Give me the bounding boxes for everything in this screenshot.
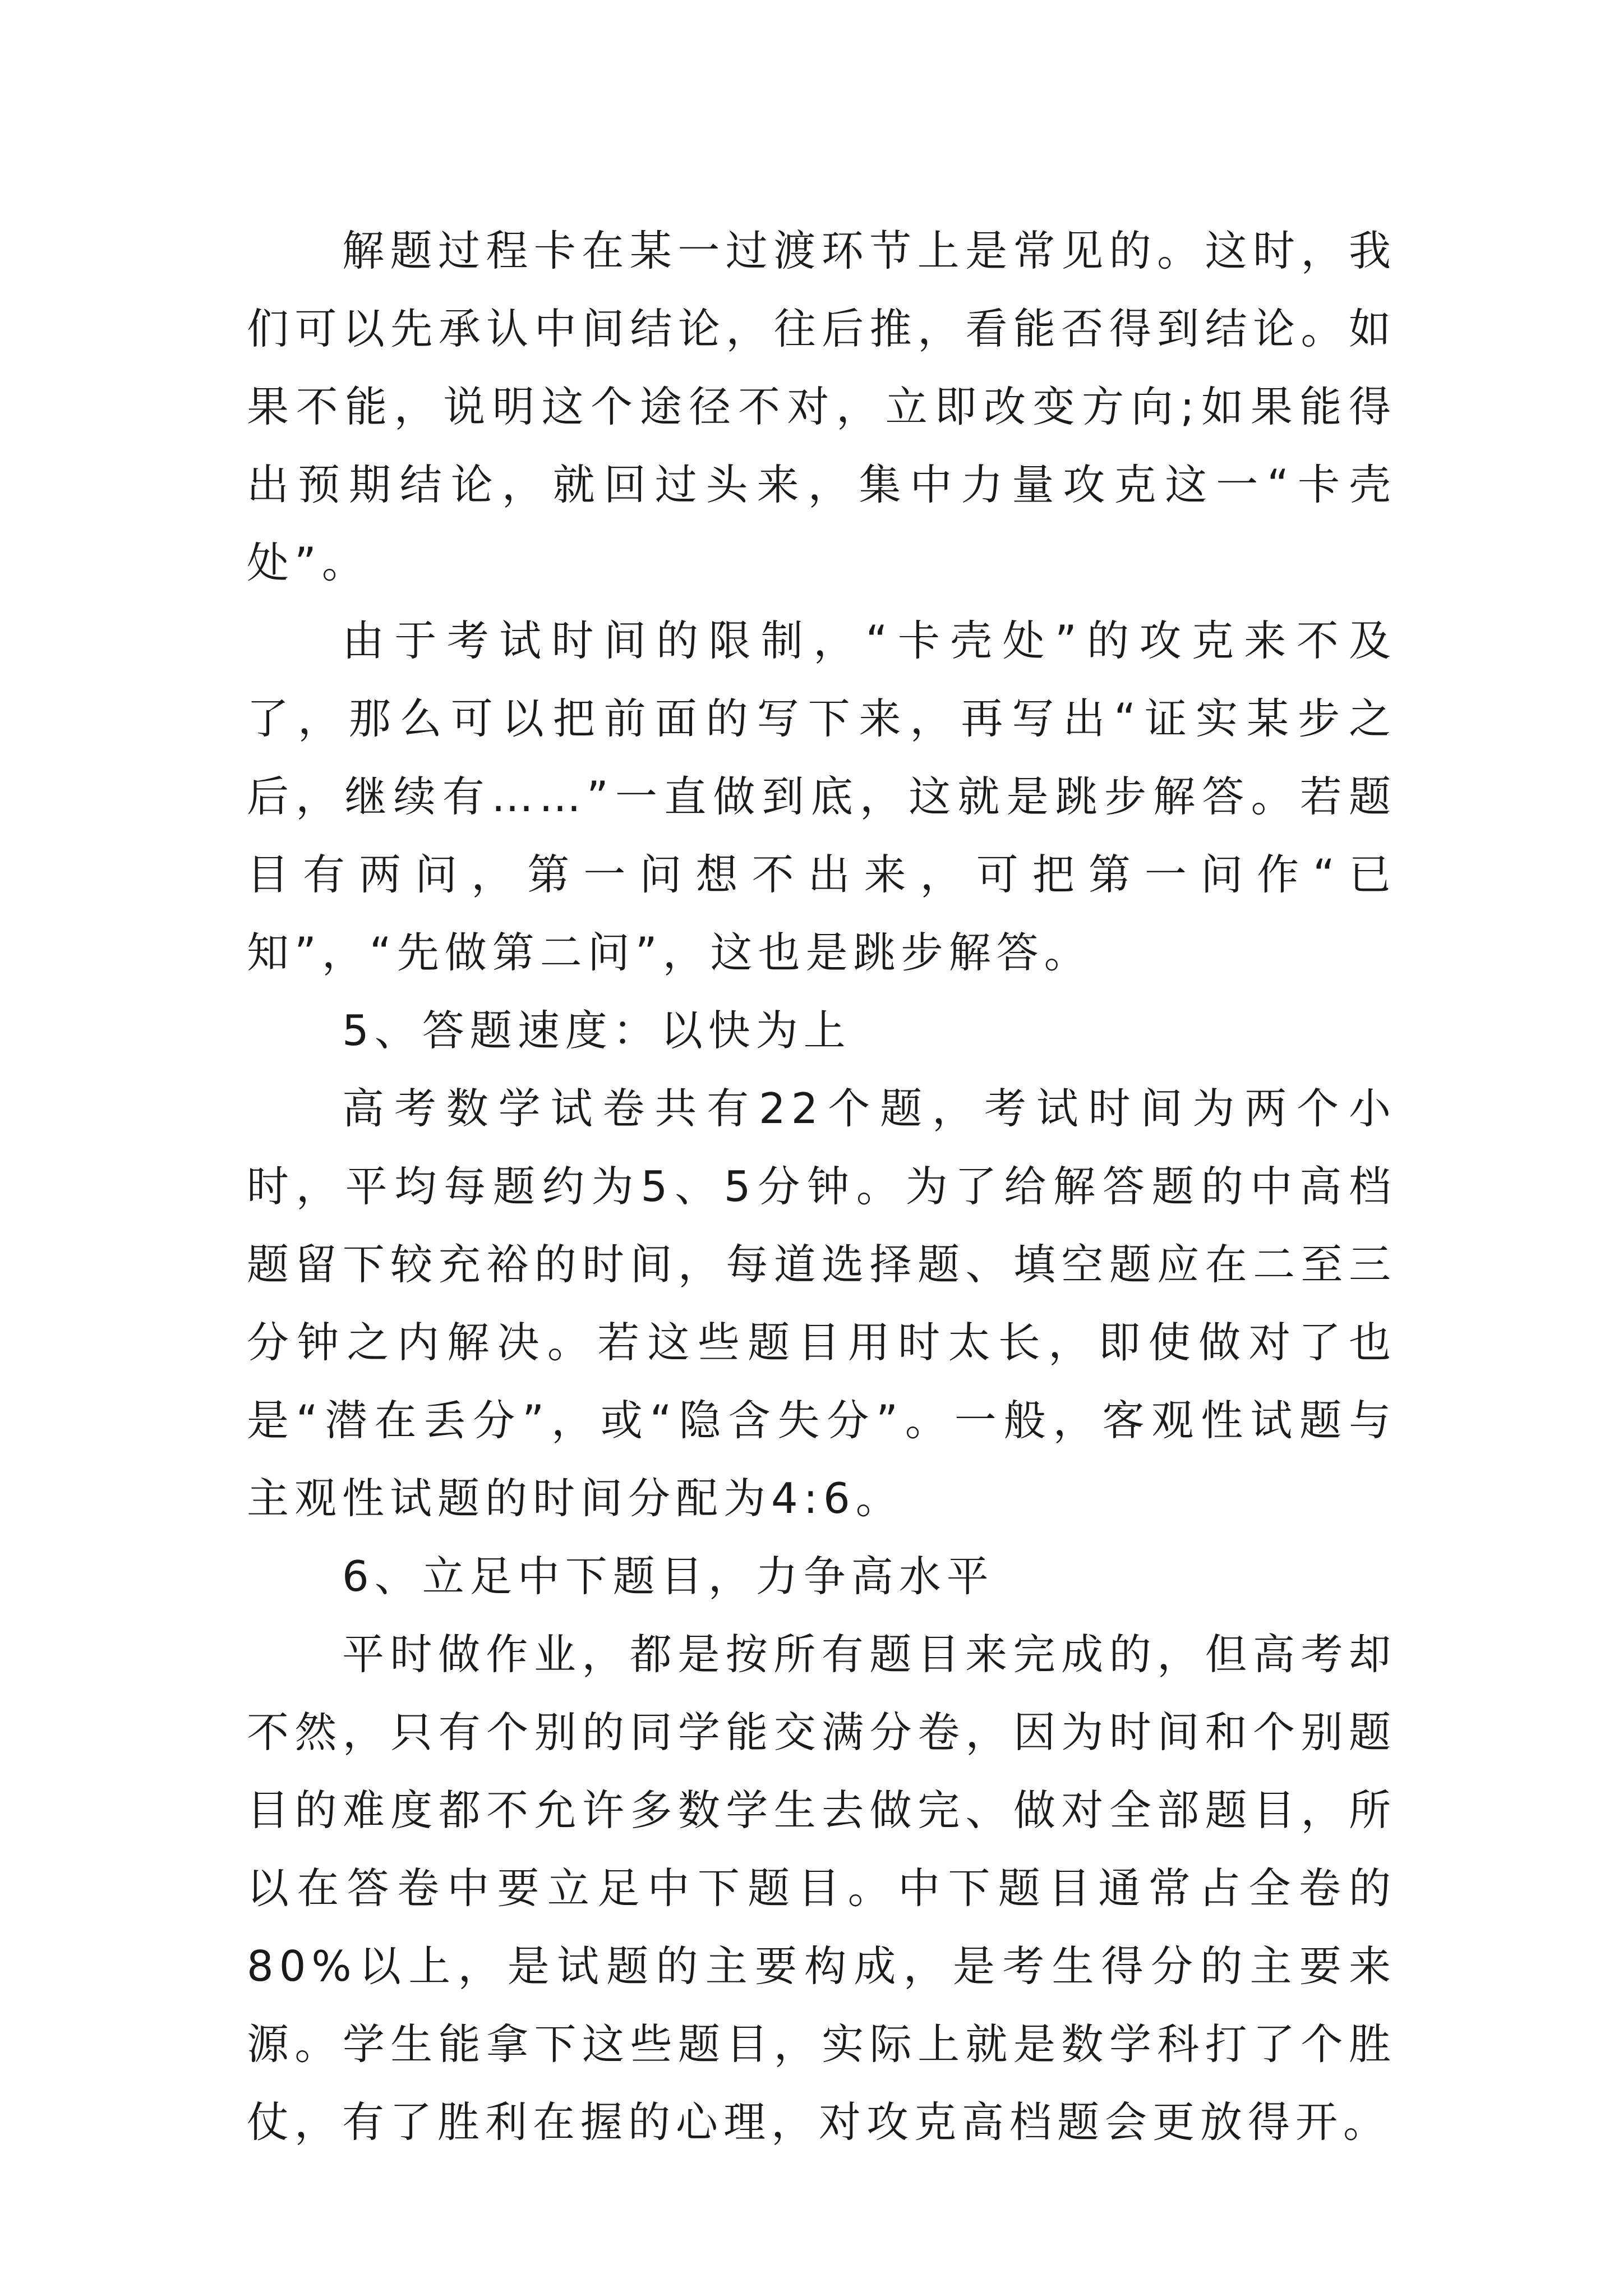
document-body [247,212,1396,2161]
paragraph-mid-low-questions: 平时做作业，都是按所有题目来完成的，但高考却不然，只有个别的同学能交满分卷，因为时间和个别题目的难度都不允许多数学生去做完、做对全部题目，所以在答卷中要立足中下题目。中下题目通常占全卷的80%以上，是试题的主要构成，是考生得分的主要来源。学生能拿下这些题目，实际上就是数学科打了个胜仗，有了胜利在握的心理，对攻克高档题会更放得开。 [247,1630,1396,2147]
section-heading-mid-low-questions: 6、立足中下题目，力争高水平 [342,1552,994,1601]
paragraph-skip-step-intro: 解题过程卡在某一过渡环节上是常见的。这时，我们可以先承认中间结论，往后推，看能否得到结论。如果不能，说明这个途径不对，立即改变方向;如果能得出预期结论，就回过头来，集中力量攻克这一“卡壳处”。 [247,226,1396,587]
paragraph-time-allocation: 高考数学试卷共有22个题，考试时间为两个小时，平均每题约为5、5分钟。为了给解答题的中高档题留下较充裕的时间，每道选择题、填空题应在二至三分钟之内解决。若这些题目用时太长，即使做对了也是“潜在丢分”，或“隐含失分”。一般，客观性试题与主观性试题的时间分配为4:6。 [247,1084,1396,1523]
section-heading-answer-speed: 5、答题速度：以快为上 [342,1006,851,1055]
paragraph-skip-step-answer: 由于考试时间的限制，“卡壳处”的攻克来不及了，那么可以把前面的写下来，再写出“证实某步之后，继续有……”一直做到底，这就是跳步解答。若题目有两问，第一问想不出来，可把第一问作“已知”，“先做第二问”，这也是跳步解答。 [247,616,1396,977]
